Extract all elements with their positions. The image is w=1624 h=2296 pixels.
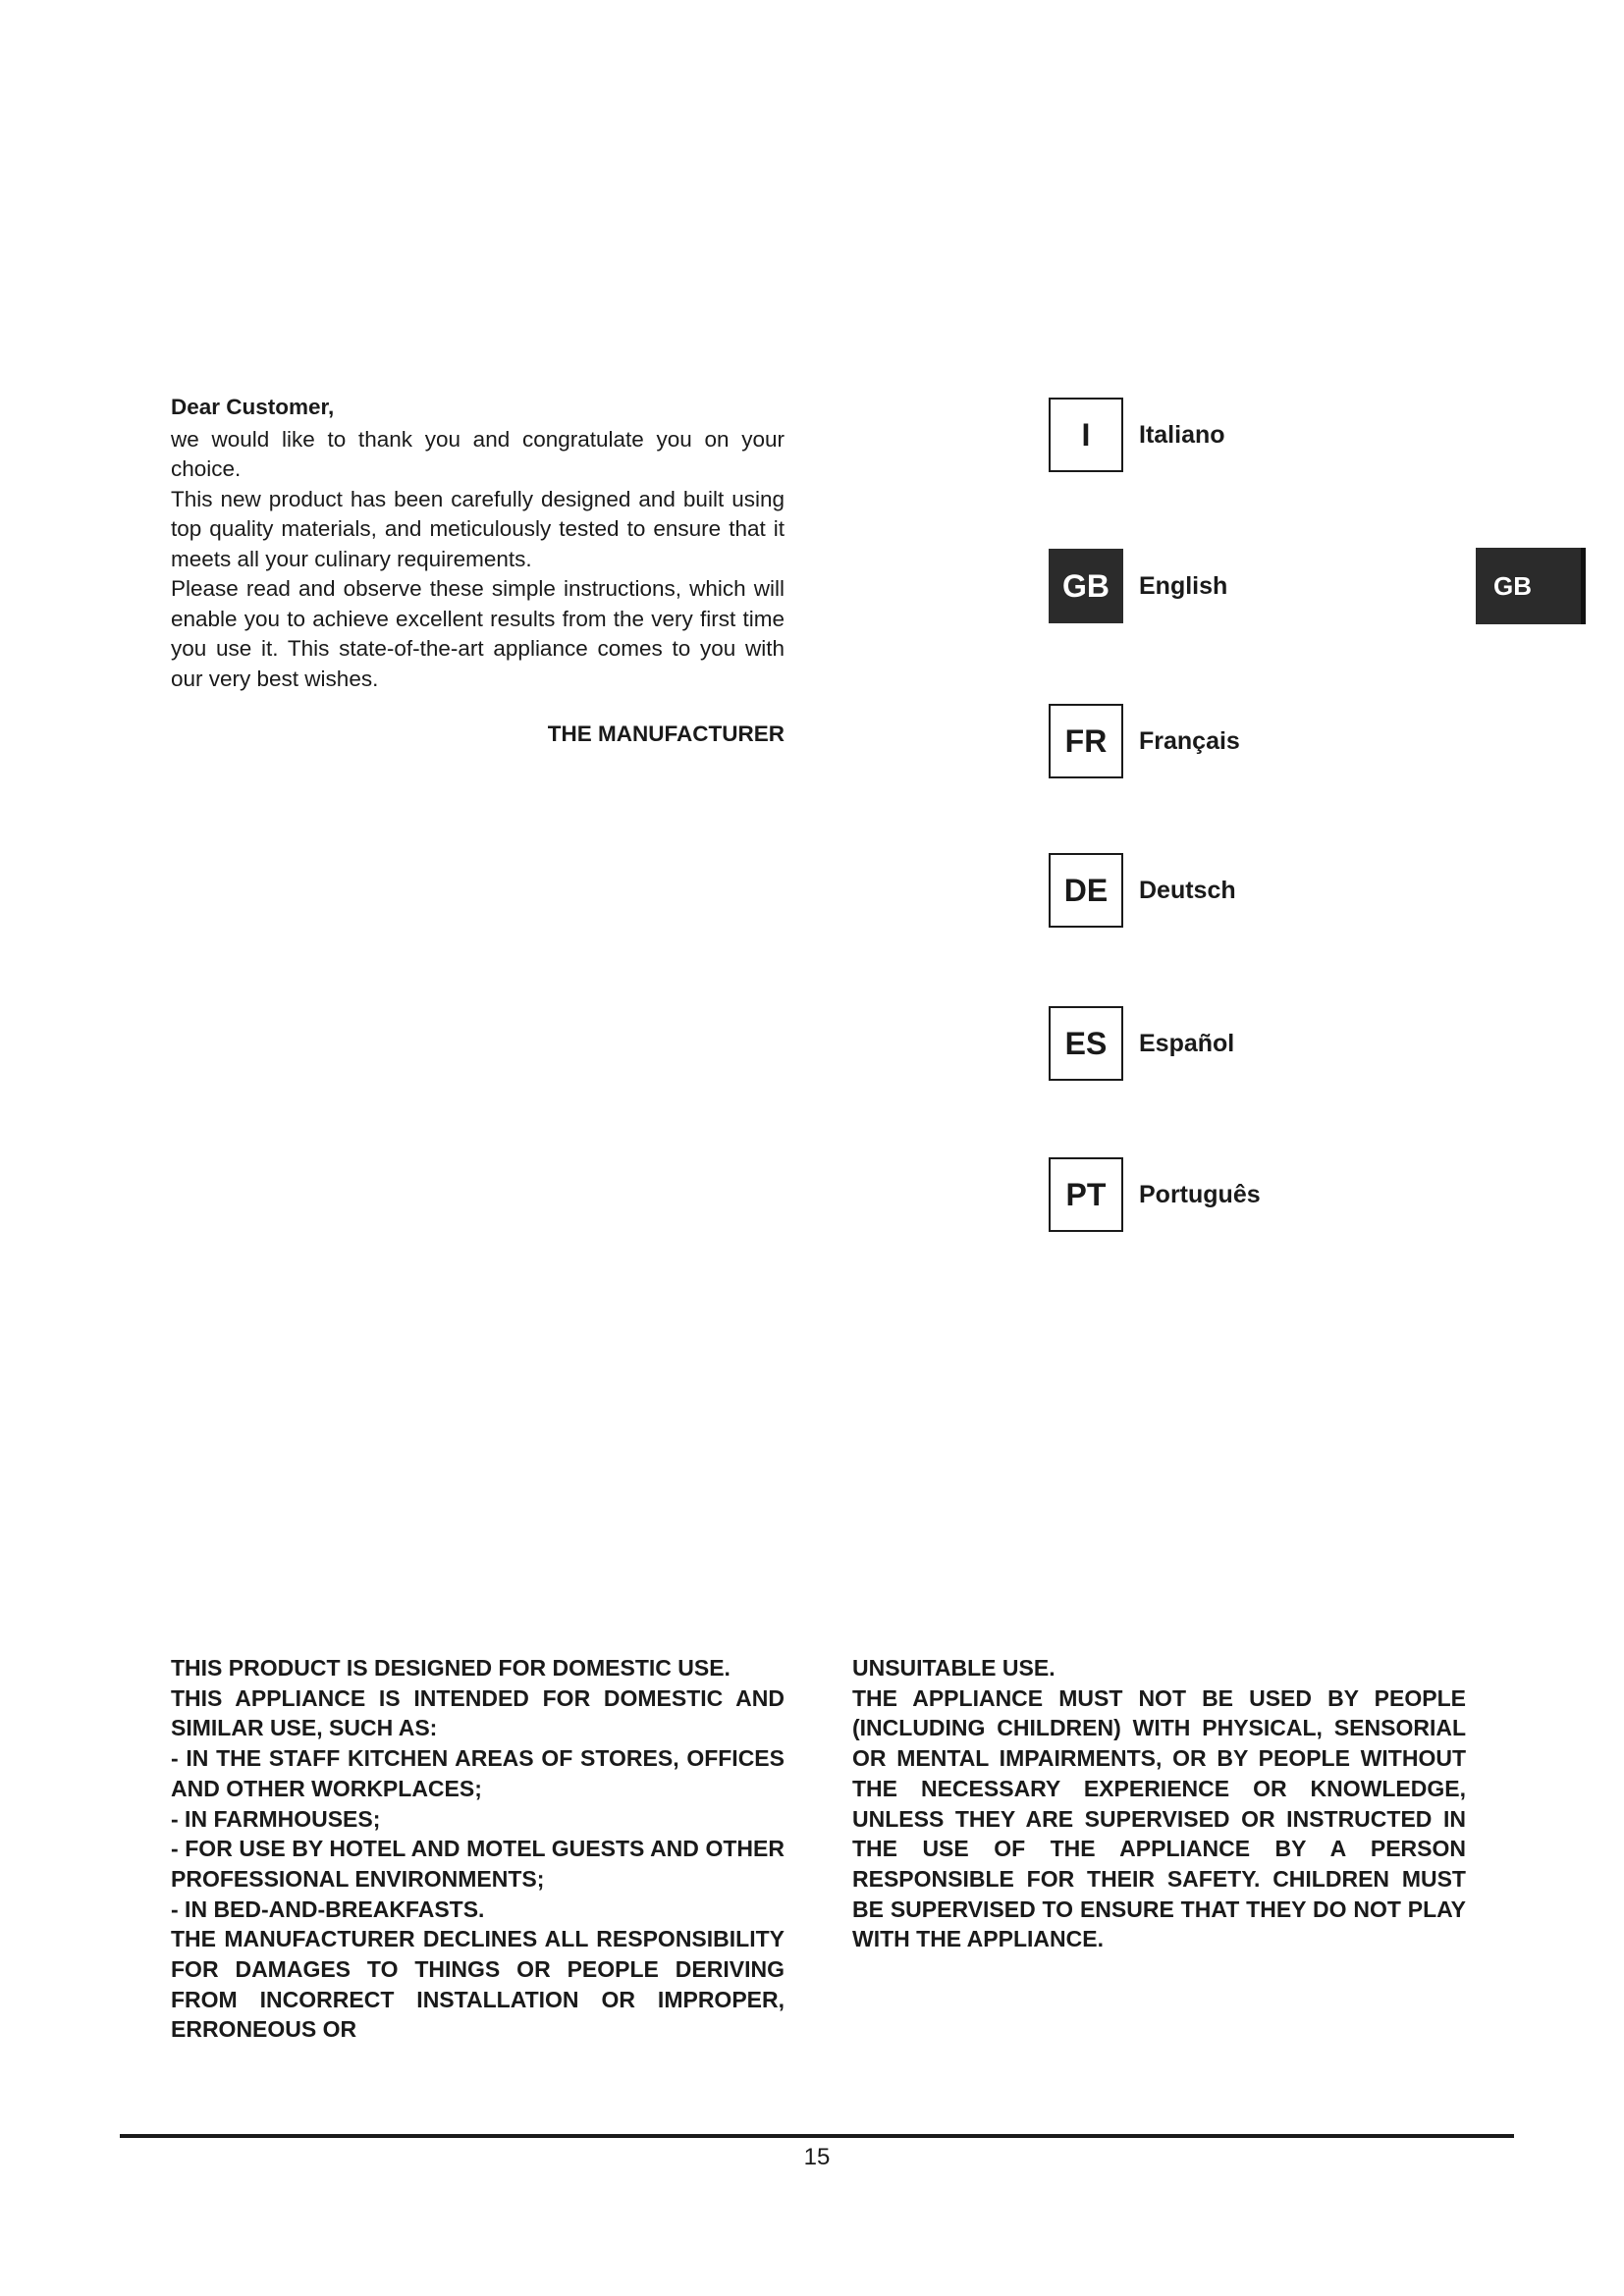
- intro-letter: [171, 393, 785, 750]
- notice-line: THE MANUFACTURER DECLINES ALL RESPONSIBILITY FOR DAMAGES TO THINGS OR PEOPLE DERIVING FROM INCORRECT INSTALLATION OR IMPROPER, ERRONEOUS OR: [171, 1926, 785, 2043]
- language-code-box: I: [1049, 398, 1123, 472]
- language-name: Italiano: [1139, 420, 1225, 449]
- language-item-italiano[interactable]: [1049, 397, 1225, 473]
- unsuitable-use-notice: [852, 1653, 1466, 1954]
- notice-line: THIS PRODUCT IS DESIGNED FOR DOMESTIC USE.: [171, 1655, 731, 1681]
- notice-line: - FOR USE BY HOTEL AND MOTEL GUESTS AND OTHER PROFESSIONAL ENVIRONMENTS;: [171, 1836, 785, 1892]
- notice-line: THE APPLIANCE MUST NOT BE USED BY PEOPLE (INCLUDING CHILDREN) WITH PHYSICAL, SENSORIAL OR MENTAL IMPAIRMENTS, OR BY PEOPLE WITHOUT THE NECESSARY EXPERIENCE OR KNOWLEDGE, UNLESS THEY ARE SUPERVISED OR INSTRUCTED IN THE USE OF THE APPLIANCE BY A PERSON RESPONSIBLE FOR THEIR SAFETY. CHILDREN MUST BE SUPERVISED TO ENSURE THAT THEY DO NOT PLAY WITH THE APPLIANCE.: [852, 1684, 1466, 1952]
- language-name: Deutsch: [1139, 876, 1236, 904]
- language-item-english[interactable]: [1049, 548, 1227, 624]
- language-name: Español: [1139, 1029, 1235, 1057]
- language-item-portugues[interactable]: [1049, 1156, 1261, 1233]
- letter-greeting: Dear Customer,: [171, 395, 335, 419]
- language-code-box: ES: [1049, 1006, 1123, 1081]
- footer-divider: [120, 2134, 1514, 2138]
- notice-line: - IN FARMHOUSES;: [171, 1805, 381, 1832]
- language-item-deutsch[interactable]: [1049, 852, 1236, 929]
- language-item-francais[interactable]: [1049, 703, 1240, 779]
- language-code-box: PT: [1049, 1157, 1123, 1232]
- language-item-espanol[interactable]: [1049, 1005, 1234, 1082]
- notice-line: - IN BED-AND-BREAKFASTS.: [171, 1896, 485, 1922]
- side-language-tab: [1476, 548, 1586, 624]
- language-code-box: FR: [1049, 704, 1123, 778]
- notice-line: THIS APPLIANCE IS INTENDED FOR DOMESTIC AND SIMILAR USE, SUCH AS:: [171, 1684, 785, 1741]
- notice-line: UNSUITABLE USE.: [852, 1655, 1056, 1681]
- domestic-use-notice: [171, 1653, 785, 2045]
- language-code-box: DE: [1049, 853, 1123, 928]
- language-name: Français: [1139, 726, 1240, 755]
- notice-line: - IN THE STAFF KITCHEN AREAS OF STORES, OFFICES AND OTHER WORKPLACES;: [171, 1745, 785, 1801]
- side-tab-label: GB: [1493, 570, 1532, 601]
- language-name: Português: [1139, 1180, 1261, 1208]
- letter-paragraph: This new product has been carefully designed and built using top quality materials, and meticulously tested to ensure that it meets all your culinary requirements.: [171, 486, 785, 571]
- letter-paragraph: we would like to thank you and congratulate you on your choice.: [171, 426, 785, 481]
- page-number: 15: [803, 2144, 831, 2170]
- language-code-box-active: GB: [1049, 549, 1123, 623]
- language-name: English: [1139, 571, 1228, 600]
- letter-paragraph: Please read and observe these simple instructions, which will enable you to achieve excellent results from the very first time you use it. This state-of-the-art appliance comes to you with our very best wishes.: [171, 576, 785, 691]
- letter-signature: THE MANUFACTURER: [547, 721, 785, 746]
